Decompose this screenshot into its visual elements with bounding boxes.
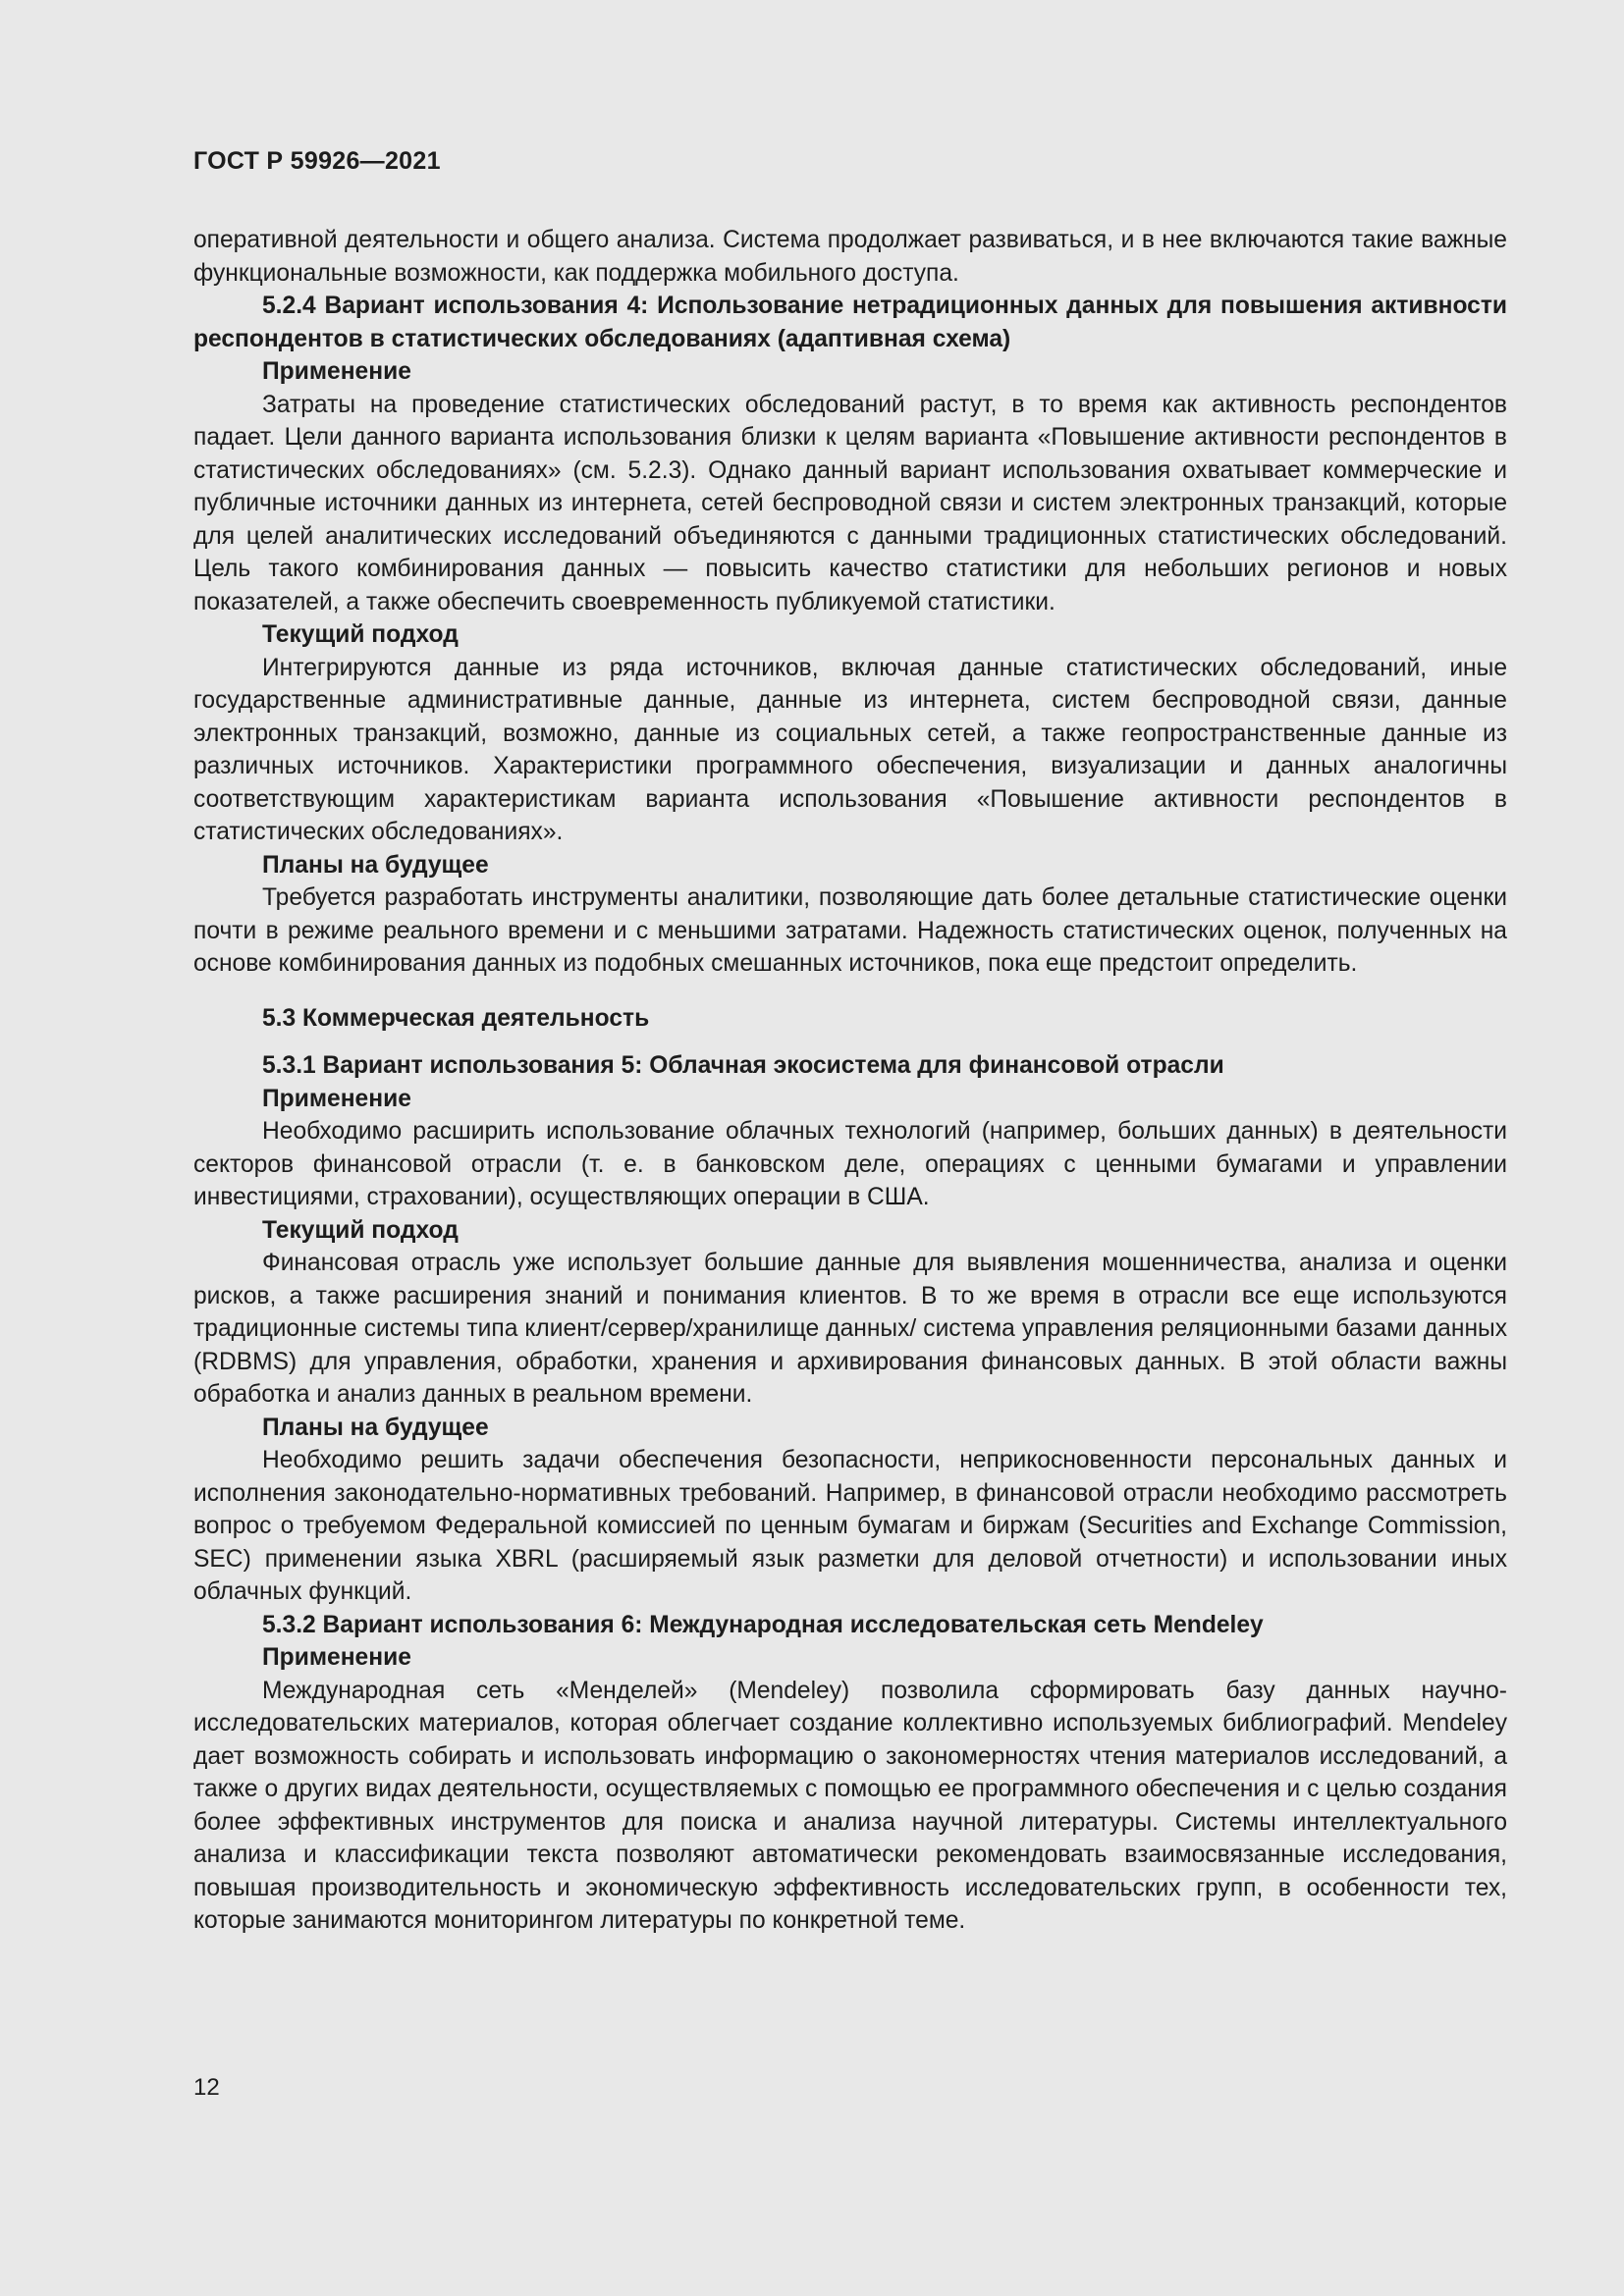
paragraph-continuation: оперативной деятельности и общего анализа. Система продолжает развиваться, и в нее включаются такие важные функциональные возможности, как поддержка мобильного доступа.: [193, 227, 1507, 287]
standard-header: ГОСТ Р 59926—2021: [193, 147, 441, 175]
document-body: [193, 224, 1507, 1938]
body-paragraph: Интегрируются данные из ряда источников, включая данные статистических обследований, иные государственные административные данные, данные из интернета, систем беспроводной связи, данные электронных транзакций, возможно, данные из социальных сетей, а также геопространственные данные из различных источников. Характеристики программного обеспечения, визуализации и данных аналогичны соответствующим характеристикам варианта использования «Повышение активности респондентов в статистических обследованиях».: [193, 654, 1507, 845]
subheading-application: Применение: [262, 1085, 411, 1112]
body-paragraph: Необходимо расширить использование облачных технологий (например, больших данных) в деятельности секторов финансовой отрасли (т. е. в банковском деле, операциях с ценными бумагами и управлении инвестициями, страховании), осуществляющих операции в США.: [193, 1118, 1507, 1210]
page-number: 12: [193, 2074, 220, 2101]
subheading-application: Применение: [262, 358, 411, 385]
section-heading-5-3: 5.3 Коммерческая деятельность: [262, 1004, 650, 1032]
body-paragraph: Финансовая отрасль уже использует большие данные для выявления мошенничества, анализа и оценки рисков, а также расширения знаний и понимания клиентов. В то же время в отрасли все еще используются традиционные системы типа клиент/сервер/хранилище данных/ система управления реляционными базами данных (RDBMS) для управления, обработки, хранения и архивирования финансовых данных. В этой области важны обработка и анализ данных в реальном времени.: [193, 1250, 1507, 1408]
body-paragraph: Затраты на проведение статистических обследований растут, в то время как активность респондентов падает. Цели данного варианта использования близки к целям варианта «Повышение активности респондентов в статистических обследованиях» (см. 5.2.3). Однако данный вариант использования охватывает коммерческие и публичные источники данных из интернета, сетей беспроводной связи и систем электронных транзакций, которые для целей аналитических исследований объединяются с данными традиционных статистических обследований. Цель такого комбинирования данных — повысить качество статистики для небольших регионов и новых показателей, а также обеспечить своевременность публикуемой статистики.: [193, 391, 1507, 615]
section-heading-5-3-1: 5.3.1 Вариант использования 5: Облачная экосистема для финансовой отрасли: [262, 1052, 1224, 1079]
body-paragraph: Необходимо решить задачи обеспечения безопасности, неприкосновенности персональных данных и исполнения законодательно-нормативных требований. Например, в финансовой отрасли необходимо рассмотреть вопрос о требуемом Федеральной комиссией по ценным бумагам и биржам (Securities and Exchange Commission, SEC) применении языка XBRL (расширяемый язык разметки для деловой отчетности) и использовании иных облачных функций.: [193, 1447, 1507, 1605]
section-heading-5-2-4: 5.2.4 Вариант использования 4: Использование нетрадиционных данных для повышения активности респондентов в статистических обследованиях (адаптивная схема): [193, 293, 1507, 352]
subheading-current-approach: Текущий подход: [262, 1216, 459, 1244]
subheading-future-plans: Планы на будущее: [262, 1414, 489, 1441]
subheading-current-approach: Текущий подход: [262, 621, 459, 648]
body-paragraph: Международная сеть «Менделей» (Mendeley) позволила сформировать базу данных научно-исследовательских материалов, которая облегчает создание коллективно используемых библиографий. Mendeley дает возможность собирать и использовать информацию о закономерностях чтения материалов исследований, а также о других видах деятельности, осуществляемых с помощью ее программного обеспечения и с целью создания более эффективных инструментов для поиска и анализа научной литературы. Системы интеллектуального анализа и классификации текста позволяют автоматически рекомендовать взаимосвязанные исследования, повышая производительность и экономическую эффективность исследовательских групп, в особенности тех, которые занимаются мониторингом литературы по конкретной теме.: [193, 1677, 1507, 1934]
section-heading-5-3-2: 5.3.2 Вариант использования 6: Международная исследовательская сеть Mendeley: [262, 1611, 1264, 1638]
subheading-application: Применение: [262, 1644, 411, 1671]
body-paragraph: Требуется разработать инструменты аналитики, позволяющие дать более детальные статистические оценки почти в режиме реального времени и с меньшими затратами. Надежность статистических оценок, полученных на основе комбинирования данных из подобных смешанных источников, пока еще предстоит определить.: [193, 884, 1507, 977]
subheading-future-plans: Планы на будущее: [262, 851, 489, 879]
